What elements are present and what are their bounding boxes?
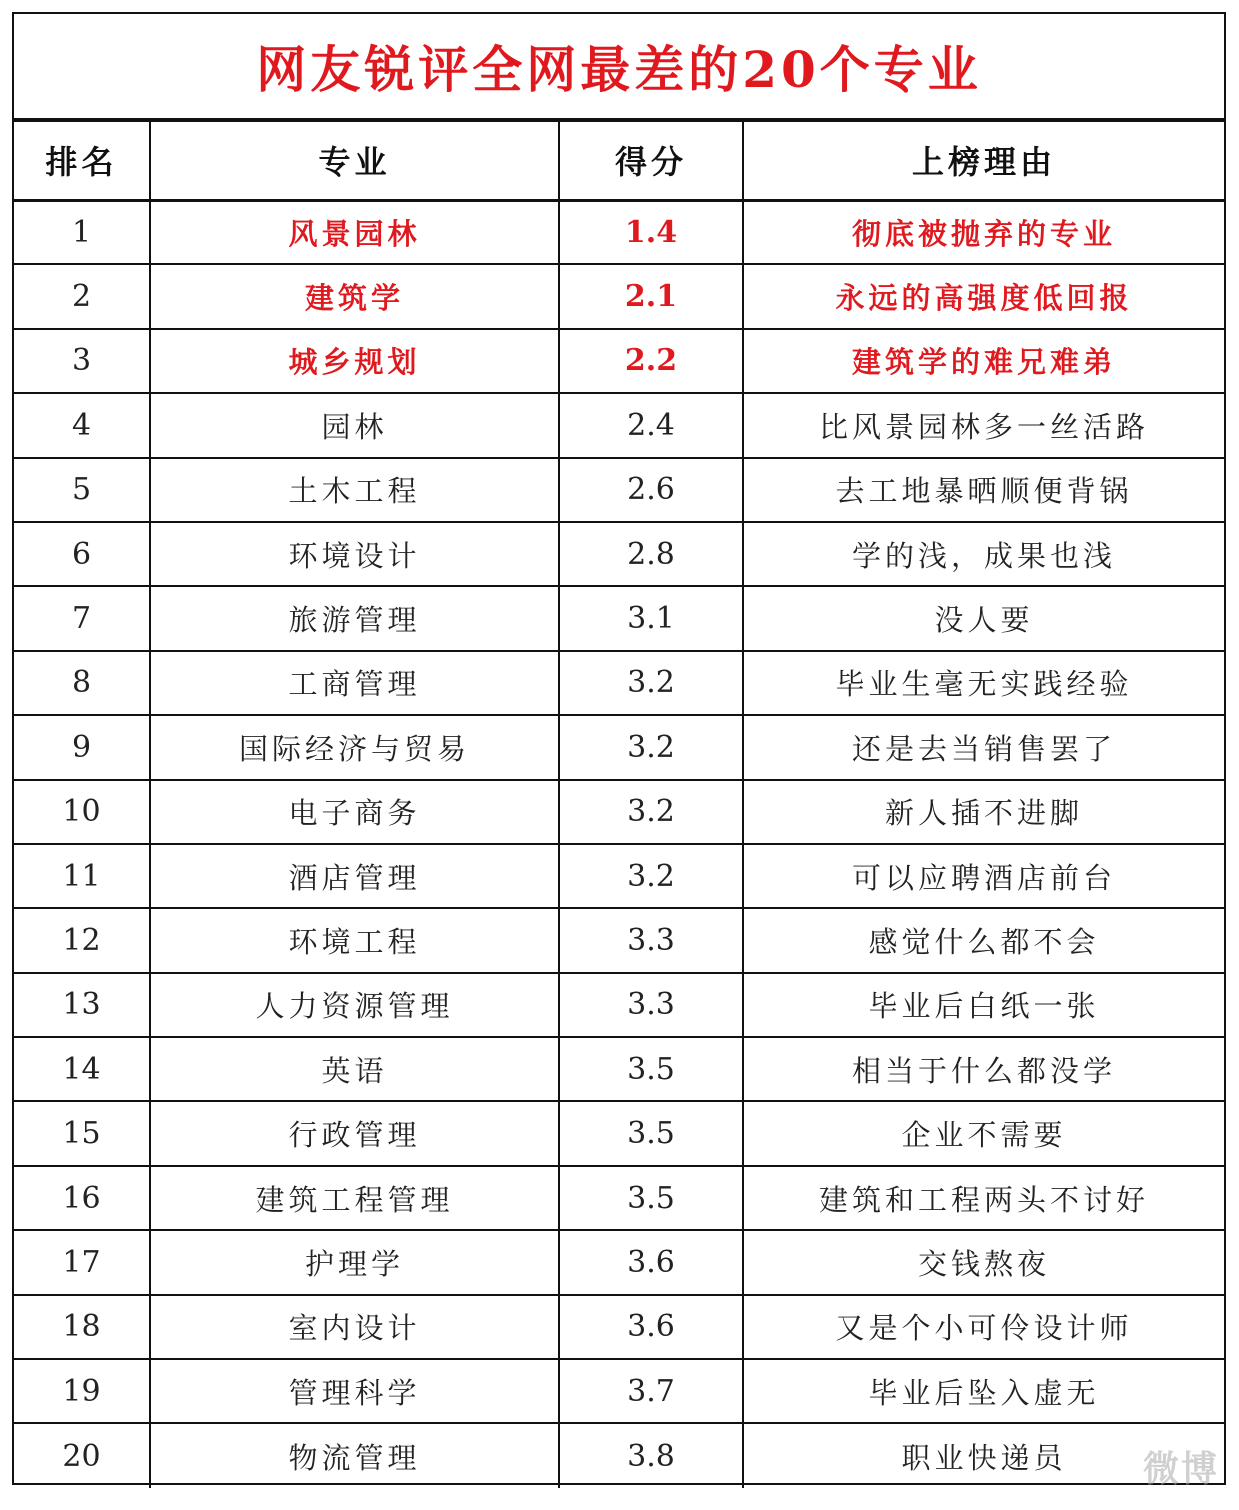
rank-cell: 9 (14, 715, 150, 779)
reason-cell: 新人插不进脚 (743, 780, 1224, 844)
major-cell: 旅游管理 (150, 586, 559, 650)
reason-cell: 永远的高强度低回报 (743, 264, 1224, 328)
rank-cell: 11 (14, 844, 150, 908)
rank-cell: 13 (14, 973, 150, 1037)
score-cell: 3.2 (559, 844, 743, 908)
score-cell: 2.8 (559, 522, 743, 586)
table-body (14, 200, 1224, 1488)
score-cell: 1.4 (559, 200, 743, 264)
table-row (14, 1423, 1224, 1487)
rank-cell: 18 (14, 1295, 150, 1359)
rank-cell: 7 (14, 586, 150, 650)
score-cell: 2.4 (559, 393, 743, 457)
rank-cell: 20 (14, 1423, 150, 1487)
score-cell: 3.8 (559, 1423, 743, 1487)
rank-cell: 10 (14, 780, 150, 844)
reason-cell: 企业不需要 (743, 1101, 1224, 1165)
major-cell: 护理学 (150, 1230, 559, 1294)
table-row (14, 200, 1224, 264)
table-row (14, 329, 1224, 393)
header-reason: 上榜理由 (743, 122, 1224, 200)
table-row (14, 1166, 1224, 1230)
rank-cell: 17 (14, 1230, 150, 1294)
rank-cell: 2 (14, 264, 150, 328)
reason-cell: 还是去当销售罢了 (743, 715, 1224, 779)
table-row (14, 1101, 1224, 1165)
reason-cell: 去工地暴晒顺便背锅 (743, 458, 1224, 522)
table-row (14, 458, 1224, 522)
rank-cell: 4 (14, 393, 150, 457)
ranking-sheet (12, 12, 1226, 1485)
title-bar (14, 14, 1224, 122)
major-cell: 室内设计 (150, 1295, 559, 1359)
score-cell: 2.2 (559, 329, 743, 393)
table-row (14, 393, 1224, 457)
reason-cell: 又是个小可伶设计师 (743, 1295, 1224, 1359)
table-row (14, 264, 1224, 328)
table-row (14, 908, 1224, 972)
table-row (14, 1037, 1224, 1101)
table-row (14, 1359, 1224, 1423)
reason-cell: 毕业后白纸一张 (743, 973, 1224, 1037)
reason-cell: 没人要 (743, 586, 1224, 650)
table-row (14, 844, 1224, 908)
score-cell: 2.6 (559, 458, 743, 522)
rank-cell: 15 (14, 1101, 150, 1165)
rank-cell: 5 (14, 458, 150, 522)
table-row (14, 1230, 1224, 1294)
score-cell: 3.5 (559, 1166, 743, 1230)
reason-cell: 毕业生毫无实践经验 (743, 651, 1224, 715)
reason-cell: 彻底被抛弃的专业 (743, 200, 1224, 264)
major-cell: 土木工程 (150, 458, 559, 522)
rank-cell: 1 (14, 200, 150, 264)
score-cell: 3.6 (559, 1295, 743, 1359)
major-cell: 环境设计 (150, 522, 559, 586)
table-row (14, 1295, 1224, 1359)
rank-cell: 3 (14, 329, 150, 393)
major-cell: 环境工程 (150, 908, 559, 972)
score-cell: 3.5 (559, 1037, 743, 1101)
table-row (14, 715, 1224, 779)
reason-cell: 建筑学的难兄难弟 (743, 329, 1224, 393)
score-cell: 3.3 (559, 908, 743, 972)
reason-cell: 可以应聘酒店前台 (743, 844, 1224, 908)
reason-cell: 毕业后坠入虚无 (743, 1359, 1224, 1423)
table-row (14, 651, 1224, 715)
major-cell: 物流管理 (150, 1423, 559, 1487)
major-cell: 城乡规划 (150, 329, 559, 393)
rank-cell: 14 (14, 1037, 150, 1101)
reason-cell: 学的浅，成果也浅 (743, 522, 1224, 586)
score-cell: 3.2 (559, 715, 743, 779)
table-row (14, 973, 1224, 1037)
header-row (14, 122, 1224, 200)
major-cell: 工商管理 (150, 651, 559, 715)
score-cell: 3.2 (559, 780, 743, 844)
major-cell: 电子商务 (150, 780, 559, 844)
rank-cell: 8 (14, 651, 150, 715)
score-cell: 3.2 (559, 651, 743, 715)
major-cell: 园林 (150, 393, 559, 457)
major-cell: 国际经济与贸易 (150, 715, 559, 779)
watermark: 微博 (1142, 1449, 1219, 1490)
rank-cell: 12 (14, 908, 150, 972)
table-header (14, 122, 1224, 200)
reason-cell: 比风景园林多一丝活路 (743, 393, 1224, 457)
rank-cell: 19 (14, 1359, 150, 1423)
major-cell: 建筑工程管理 (150, 1166, 559, 1230)
reason-cell: 相当于什么都没学 (743, 1037, 1224, 1101)
score-cell: 3.3 (559, 973, 743, 1037)
score-cell: 2.1 (559, 264, 743, 328)
score-cell: 3.5 (559, 1101, 743, 1165)
rank-cell: 6 (14, 522, 150, 586)
table-row (14, 586, 1224, 650)
major-cell: 风景园林 (150, 200, 559, 264)
page-title: 网友锐评全网最差的20个专业 (256, 40, 982, 99)
ranking-table (14, 122, 1224, 1488)
header-major: 专业 (150, 122, 559, 200)
major-cell: 行政管理 (150, 1101, 559, 1165)
header-rank: 排名 (14, 122, 150, 200)
score-cell: 3.1 (559, 586, 743, 650)
score-cell: 3.6 (559, 1230, 743, 1294)
header-score: 得分 (559, 122, 743, 200)
major-cell: 英语 (150, 1037, 559, 1101)
score-cell: 3.7 (559, 1359, 743, 1423)
major-cell: 人力资源管理 (150, 973, 559, 1037)
reason-cell: 建筑和工程两头不讨好 (743, 1166, 1224, 1230)
major-cell: 酒店管理 (150, 844, 559, 908)
reason-cell: 感觉什么都不会 (743, 908, 1224, 972)
table-row (14, 522, 1224, 586)
major-cell: 建筑学 (150, 264, 559, 328)
reason-cell: 交钱熬夜 (743, 1230, 1224, 1294)
table-row (14, 780, 1224, 844)
reason-cell: 职业快递员 (901, 1440, 1067, 1475)
major-cell: 管理科学 (150, 1359, 559, 1423)
rank-cell: 16 (14, 1166, 150, 1230)
